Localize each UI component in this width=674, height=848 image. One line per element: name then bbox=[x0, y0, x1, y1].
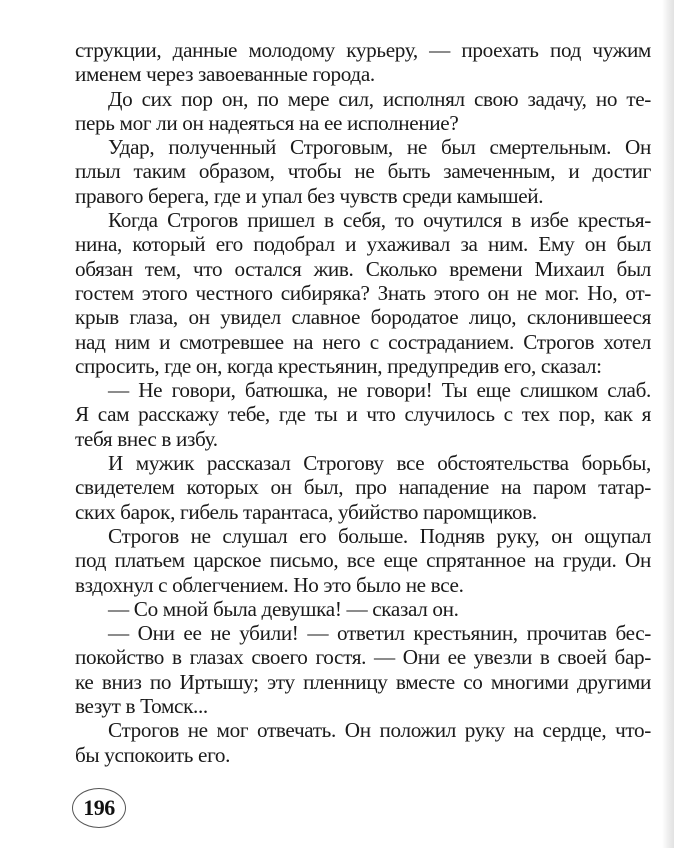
body-text bbox=[75, 38, 651, 767]
text-line: свидетелем которых он был, про нападение на паром татар- bbox=[75, 475, 651, 500]
text-line: покойство в глазах своего гостя. — Они ее увезли в своей бар- bbox=[75, 645, 651, 670]
text-line: спросить, где он, когда крестьянин, предупредив его, сказал: bbox=[75, 353, 602, 378]
text-line: — Со мной была девушка! — сказал он. bbox=[108, 596, 459, 621]
page-edge-shadow bbox=[662, 0, 674, 848]
text-line: обязан тем, что остался жив. Сколько времени Михаил был bbox=[75, 256, 651, 281]
text-line: ке вниз по Иртышу; эту пленницу вместе со многими другими bbox=[75, 669, 651, 694]
text-line: гостем этого честного сибиряка? Знать этого он не мог. Но, от- bbox=[75, 280, 651, 305]
text-line: До сих пор он, по мере сил, исполнял свою задачу, но те- bbox=[108, 86, 651, 111]
text-line: перь мог ли он надеяться на ее исполнение? bbox=[75, 110, 459, 135]
text-line: крыв глаза, он увидел славное бородатое лицо, склонившееся bbox=[75, 305, 651, 330]
text-line: именем через завоеванные города. bbox=[75, 62, 375, 87]
text-line: плыл таким образом, чтобы не быть замеченным, и достиг bbox=[75, 159, 651, 184]
text-line: бы успокоить его. bbox=[75, 742, 231, 767]
text-line: ских барок, гибель тарантаса, убийство паромщиков. bbox=[75, 499, 537, 524]
text-line: струкции, данные молодому курьеру, — проехать под чужим bbox=[75, 38, 651, 62]
text-line: нина, который его подобрал и ухаживал за ним. Ему он был bbox=[75, 232, 651, 257]
text-line: тебя внес в избу. bbox=[75, 426, 218, 451]
text-line: над ним и смотревшее на него с состраданием. Строгов хотел bbox=[75, 329, 651, 354]
text-line: вздохнул с облегчением. Но это было не все. bbox=[75, 572, 464, 597]
text-line: Когда Строгов пришел в себя, то очутился в избе крестья- bbox=[108, 208, 651, 233]
text-line: — Они ее не убили! — ответил крестьянин, прочитав бес- bbox=[108, 621, 651, 646]
text-line: под платьем царское письмо, все еще спрятанное на груди. Он bbox=[75, 548, 651, 573]
text-line: Строгов не слушал его больше. Подняв руку, он ощупал bbox=[108, 523, 651, 548]
text-line: везут в Томск... bbox=[75, 694, 208, 719]
text-line: — Не говори, батюшка, не говори! Ты еще слишком слаб. bbox=[108, 378, 651, 403]
text-line: Удар, полученный Строговым, не был смертельным. Он bbox=[108, 135, 651, 160]
text-line: правого берега, где и упал без чувств среди камышей. bbox=[75, 183, 544, 208]
page-number bbox=[72, 788, 126, 828]
text-line: И мужик рассказал Строгову все обстоятельства борьбы, bbox=[108, 451, 651, 476]
text-line: Строгов не мог отвечать. Он положил руку на сердце, что- bbox=[108, 718, 651, 743]
text-line: Я сам расскажу тебе, где ты и что случилось с тех пор, как я bbox=[75, 402, 651, 427]
page-number-text: 196 bbox=[83, 795, 115, 820]
